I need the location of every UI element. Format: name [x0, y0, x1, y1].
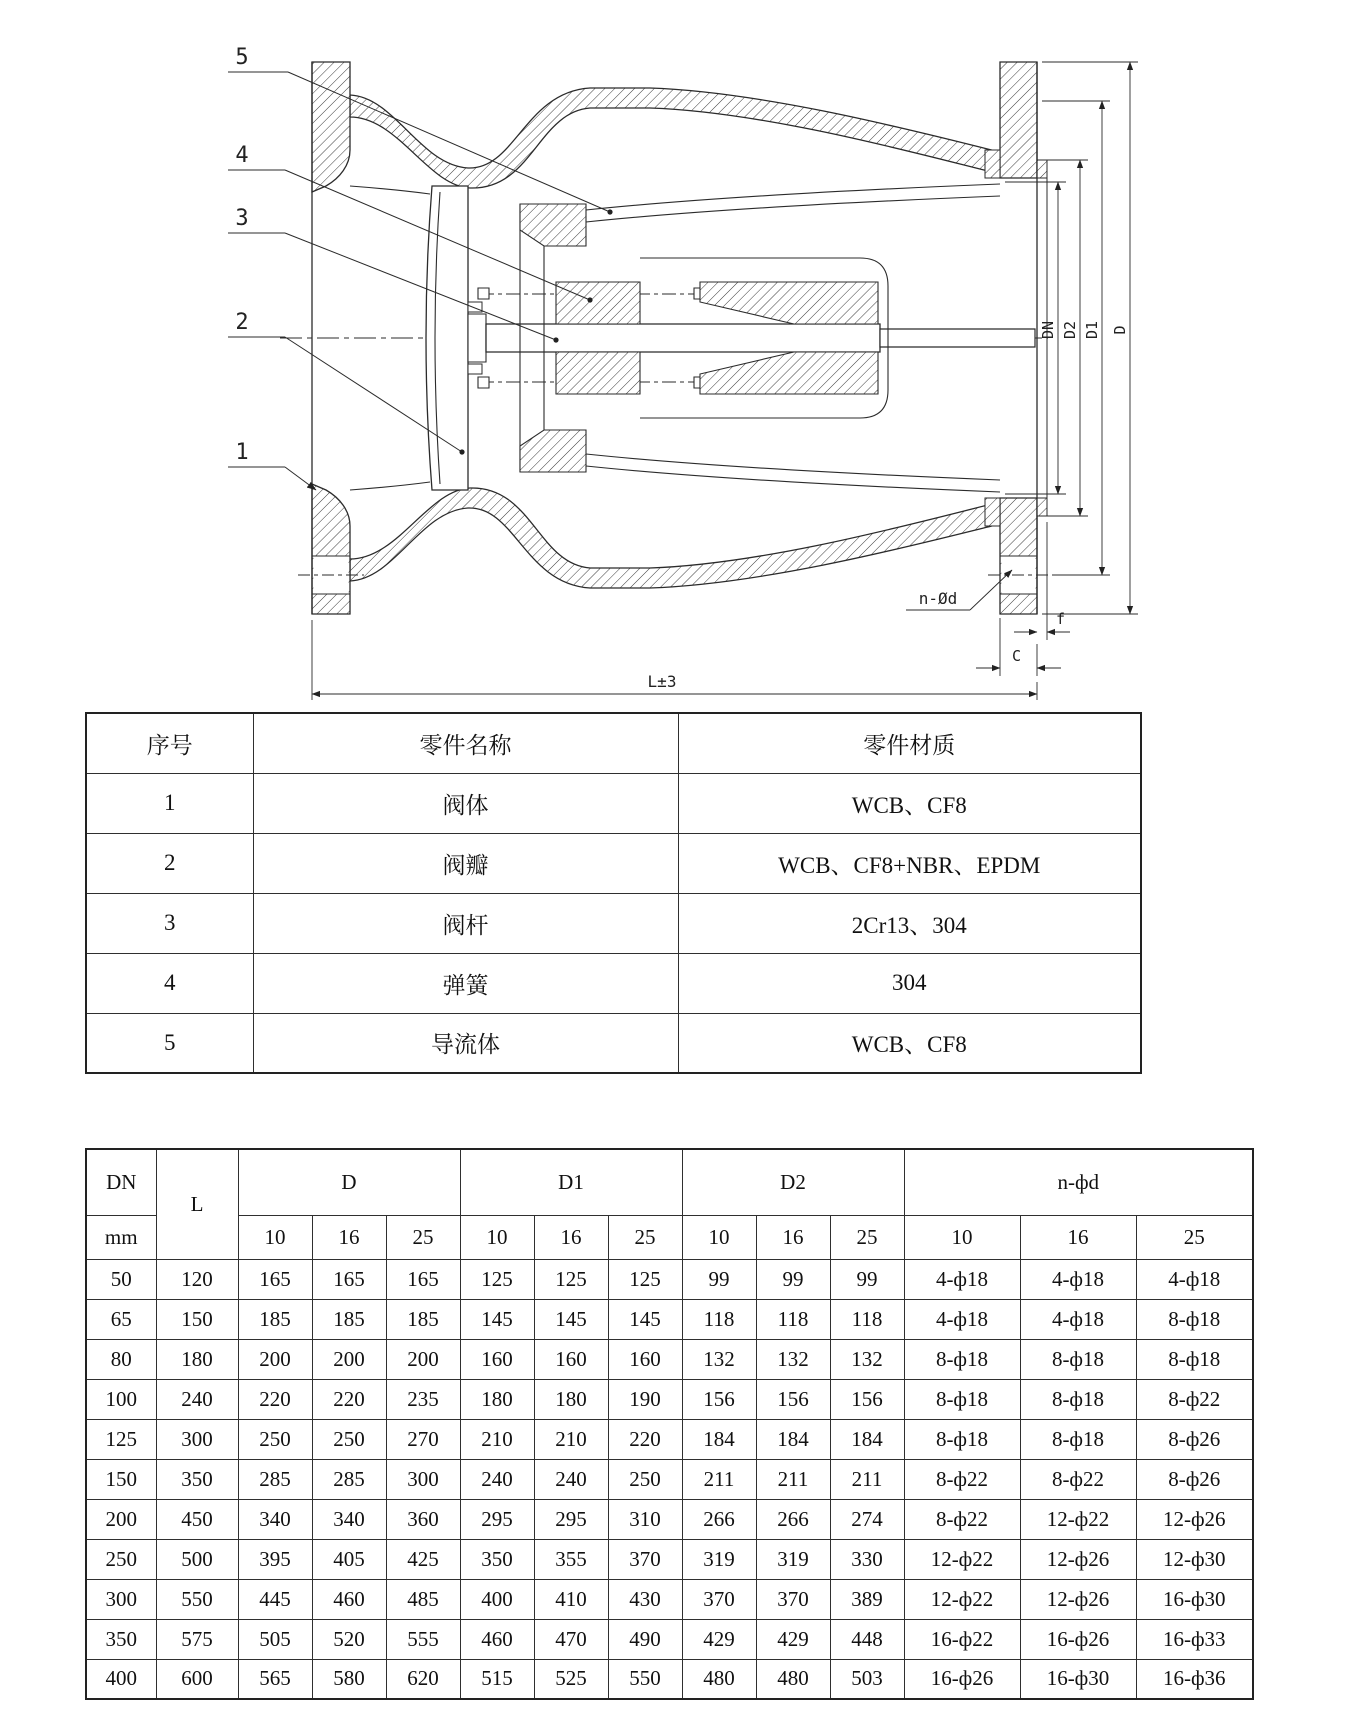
nd-cell: 16-ф30 — [1136, 1579, 1253, 1619]
d-cell: 425 — [386, 1539, 460, 1579]
d2-cell: 266 — [756, 1499, 830, 1539]
d1-cell: 240 — [460, 1459, 534, 1499]
d-cell: 165 — [238, 1259, 312, 1299]
d1-cell: 190 — [608, 1379, 682, 1419]
dim-row — [86, 1539, 1253, 1579]
nd-cell: 8-ф18 — [1020, 1339, 1136, 1379]
dim-header-d: D — [238, 1149, 460, 1215]
parts-row — [86, 833, 1141, 893]
d1-cell: 470 — [534, 1619, 608, 1659]
d2-cell: 370 — [756, 1579, 830, 1619]
parts-header-row — [86, 713, 1141, 773]
d1-cell: 125 — [460, 1259, 534, 1299]
part-name-cell: 阀瓣 — [253, 833, 678, 893]
nd-cell: 12-ф30 — [1136, 1539, 1253, 1579]
nd-cell: 8-ф22 — [904, 1459, 1020, 1499]
d1-cell: 160 — [534, 1339, 608, 1379]
nd-cell: 16-ф33 — [1136, 1619, 1253, 1659]
l-cell: 150 — [156, 1299, 238, 1339]
pn-header: 10 — [238, 1215, 312, 1259]
dimensions-table — [85, 1148, 1254, 1700]
d1-cell: 210 — [460, 1419, 534, 1459]
d2-cell: 118 — [682, 1299, 756, 1339]
l-cell: 550 — [156, 1579, 238, 1619]
d1-cell: 145 — [460, 1299, 534, 1339]
d-cell: 340 — [238, 1499, 312, 1539]
pn-header: 10 — [682, 1215, 756, 1259]
d2-cell: 156 — [682, 1379, 756, 1419]
l-cell: 120 — [156, 1259, 238, 1299]
dim-header-l: L — [156, 1149, 238, 1259]
pn-header: 16 — [1020, 1215, 1136, 1259]
dn-cell: 50 — [86, 1259, 156, 1299]
parts-row — [86, 893, 1141, 953]
dim-label-d1: D1 — [1083, 320, 1101, 340]
d2-cell: 118 — [830, 1299, 904, 1339]
nd-cell: 12-ф26 — [1020, 1539, 1136, 1579]
d-cell: 185 — [386, 1299, 460, 1339]
d2-cell: 330 — [830, 1539, 904, 1579]
d2-cell: 211 — [682, 1459, 756, 1499]
part-material-cell: 2Cr13、304 — [678, 893, 1141, 953]
valve-disc — [426, 186, 486, 490]
d2-cell: 319 — [682, 1539, 756, 1579]
nd-cell: 12-ф26 — [1020, 1579, 1136, 1619]
parts-row — [86, 1013, 1141, 1073]
l-cell: 240 — [156, 1379, 238, 1419]
d2-cell: 184 — [682, 1419, 756, 1459]
dim-row — [86, 1579, 1253, 1619]
dn-cell: 150 — [86, 1459, 156, 1499]
dim-header-row-1 — [86, 1149, 1253, 1215]
l-cell: 300 — [156, 1419, 238, 1459]
nd-cell: 4-ф18 — [1136, 1259, 1253, 1299]
parts-table — [85, 712, 1142, 1074]
d-cell: 200 — [312, 1339, 386, 1379]
dim-row — [86, 1419, 1253, 1459]
d-cell: 445 — [238, 1579, 312, 1619]
d2-cell: 503 — [830, 1659, 904, 1699]
d1-cell: 355 — [534, 1539, 608, 1579]
d1-cell: 210 — [534, 1419, 608, 1459]
d-cell: 485 — [386, 1579, 460, 1619]
d1-cell: 145 — [534, 1299, 608, 1339]
part-name-cell: 导流体 — [253, 1013, 678, 1073]
pn-header: 25 — [830, 1215, 904, 1259]
nd-cell: 8-ф18 — [1020, 1419, 1136, 1459]
callout-5: 5 — [235, 45, 249, 70]
nd-cell: 12-ф22 — [904, 1579, 1020, 1619]
d-cell: 285 — [312, 1459, 386, 1499]
d2-cell: 132 — [830, 1339, 904, 1379]
d1-cell: 310 — [608, 1499, 682, 1539]
pn-header: 16 — [756, 1215, 830, 1259]
part-no-cell: 5 — [86, 1013, 253, 1073]
d1-cell: 250 — [608, 1459, 682, 1499]
nd-cell: 8-ф26 — [1136, 1459, 1253, 1499]
nd-cell: 8-ф18 — [1136, 1299, 1253, 1339]
nd-cell: 8-ф18 — [904, 1419, 1020, 1459]
d2-cell: 448 — [830, 1619, 904, 1659]
d-cell: 165 — [312, 1259, 386, 1299]
part-no-cell: 1 — [86, 773, 253, 833]
parts-header-material: 零件材质 — [678, 713, 1141, 773]
d-cell: 580 — [312, 1659, 386, 1699]
nd-cell: 8-ф18 — [1020, 1379, 1136, 1419]
d2-cell: 319 — [756, 1539, 830, 1579]
d-cell: 300 — [386, 1459, 460, 1499]
d1-cell: 220 — [608, 1419, 682, 1459]
d1-cell: 400 — [460, 1579, 534, 1619]
d1-cell: 145 — [608, 1299, 682, 1339]
d2-cell: 266 — [682, 1499, 756, 1539]
dim-row — [86, 1459, 1253, 1499]
dim-row — [86, 1619, 1253, 1659]
dim-row — [86, 1659, 1253, 1699]
d-cell: 460 — [312, 1579, 386, 1619]
d2-cell: 99 — [682, 1259, 756, 1299]
d2-cell: 132 — [682, 1339, 756, 1379]
dn-cell: 65 — [86, 1299, 156, 1339]
pn-header: 25 — [1136, 1215, 1253, 1259]
nd-cell: 16-ф36 — [1136, 1659, 1253, 1699]
d2-cell: 156 — [756, 1379, 830, 1419]
valve-cross-section-drawing — [0, 0, 1350, 706]
d1-cell: 370 — [608, 1539, 682, 1579]
d2-cell: 389 — [830, 1579, 904, 1619]
d2-cell: 99 — [830, 1259, 904, 1299]
d1-cell: 295 — [534, 1499, 608, 1539]
nd-cell: 16-ф22 — [904, 1619, 1020, 1659]
nd-cell: 12-ф26 — [1136, 1499, 1253, 1539]
d-cell: 200 — [386, 1339, 460, 1379]
d-cell: 270 — [386, 1419, 460, 1459]
nd-cell: 16-ф26 — [1020, 1619, 1136, 1659]
dn-cell: 300 — [86, 1579, 156, 1619]
d-cell: 620 — [386, 1659, 460, 1699]
pn-header: 16 — [312, 1215, 386, 1259]
dim-header-d2: D2 — [682, 1149, 904, 1215]
dim-label-dn: DN — [1039, 320, 1057, 340]
dim-header-dn: DN — [86, 1149, 156, 1215]
dim-label-c: C — [1012, 647, 1022, 665]
d1-cell: 350 — [460, 1539, 534, 1579]
dim-row — [86, 1379, 1253, 1419]
d2-cell: 480 — [682, 1659, 756, 1699]
d-cell: 505 — [238, 1619, 312, 1659]
d2-cell: 370 — [682, 1579, 756, 1619]
d2-cell: 118 — [756, 1299, 830, 1339]
d-cell: 185 — [312, 1299, 386, 1339]
nd-cell: 16-ф30 — [1020, 1659, 1136, 1699]
d2-cell: 184 — [830, 1419, 904, 1459]
d1-cell: 490 — [608, 1619, 682, 1659]
d-cell: 185 — [238, 1299, 312, 1339]
nd-cell: 12-ф22 — [1020, 1499, 1136, 1539]
callout-2: 2 — [235, 310, 249, 335]
l-cell: 600 — [156, 1659, 238, 1699]
pn-header: 25 — [608, 1215, 682, 1259]
l-cell: 350 — [156, 1459, 238, 1499]
d1-cell: 515 — [460, 1659, 534, 1699]
parts-row — [86, 953, 1141, 1013]
d1-cell: 295 — [460, 1499, 534, 1539]
callout-4: 4 — [235, 143, 249, 168]
l-cell: 575 — [156, 1619, 238, 1659]
nd-cell: 16-ф26 — [904, 1659, 1020, 1699]
d-cell: 520 — [312, 1619, 386, 1659]
nd-cell: 8-ф18 — [904, 1339, 1020, 1379]
nd-cell: 12-ф22 — [904, 1539, 1020, 1579]
dn-cell: 100 — [86, 1379, 156, 1419]
part-name-cell: 阀杆 — [253, 893, 678, 953]
dim-label-d: D — [1111, 325, 1129, 335]
d2-cell: 156 — [830, 1379, 904, 1419]
d-cell: 340 — [312, 1499, 386, 1539]
dim-header-nd: n-фd — [904, 1149, 1253, 1215]
d-cell: 200 — [238, 1339, 312, 1379]
d-cell: 220 — [238, 1379, 312, 1419]
d2-cell: 211 — [830, 1459, 904, 1499]
d1-cell: 125 — [534, 1259, 608, 1299]
dim-row — [86, 1499, 1253, 1539]
parts-header-no: 序号 — [86, 713, 253, 773]
d1-cell: 160 — [460, 1339, 534, 1379]
d-cell: 555 — [386, 1619, 460, 1659]
d-cell: 565 — [238, 1659, 312, 1699]
nd-cell: 4-ф18 — [1020, 1259, 1136, 1299]
l-cell: 500 — [156, 1539, 238, 1579]
d1-cell: 125 — [608, 1259, 682, 1299]
d-cell: 250 — [238, 1419, 312, 1459]
nd-cell: 8-ф22 — [904, 1499, 1020, 1539]
d-cell: 165 — [386, 1259, 460, 1299]
dim-row — [86, 1259, 1253, 1299]
pn-header: 25 — [386, 1215, 460, 1259]
part-name-cell: 弹簧 — [253, 953, 678, 1013]
d-cell: 395 — [238, 1539, 312, 1579]
dn-cell: 350 — [86, 1619, 156, 1659]
valve-stem — [486, 324, 1035, 352]
bolt-hole-label: n-Ød — [918, 589, 958, 608]
nd-cell: 8-ф18 — [1136, 1339, 1253, 1379]
d1-cell: 240 — [534, 1459, 608, 1499]
d-cell: 360 — [386, 1499, 460, 1539]
part-material-cell: WCB、CF8+NBR、EPDM — [678, 833, 1141, 893]
nd-cell: 8-ф18 — [904, 1379, 1020, 1419]
nd-cell: 4-ф18 — [1020, 1299, 1136, 1339]
d1-cell: 460 — [460, 1619, 534, 1659]
d1-cell: 525 — [534, 1659, 608, 1699]
parts-header-name: 零件名称 — [253, 713, 678, 773]
d1-cell: 180 — [534, 1379, 608, 1419]
pn-header: 10 — [904, 1215, 1020, 1259]
d1-cell: 430 — [608, 1579, 682, 1619]
d1-cell: 160 — [608, 1339, 682, 1379]
d-cell: 285 — [238, 1459, 312, 1499]
d2-cell: 429 — [756, 1619, 830, 1659]
dn-cell: 400 — [86, 1659, 156, 1699]
part-name-cell: 阀体 — [253, 773, 678, 833]
l-cell: 450 — [156, 1499, 238, 1539]
dim-header-d1: D1 — [460, 1149, 682, 1215]
dn-cell: 80 — [86, 1339, 156, 1379]
dn-cell: 250 — [86, 1539, 156, 1579]
d-cell: 235 — [386, 1379, 460, 1419]
nd-cell: 8-ф22 — [1136, 1379, 1253, 1419]
body-wall-bottom — [350, 488, 1000, 588]
pn-header: 16 — [534, 1215, 608, 1259]
dim-header-unit: mm — [86, 1215, 156, 1259]
d2-cell: 429 — [682, 1619, 756, 1659]
part-no-cell: 2 — [86, 833, 253, 893]
nd-cell: 4-ф18 — [904, 1299, 1020, 1339]
part-material-cell: WCB、CF8 — [678, 773, 1141, 833]
d2-cell: 211 — [756, 1459, 830, 1499]
body-wall-top — [350, 88, 1000, 188]
d2-cell: 99 — [756, 1259, 830, 1299]
nd-cell: 8-ф22 — [1020, 1459, 1136, 1499]
part-no-cell: 3 — [86, 893, 253, 953]
d2-cell: 480 — [756, 1659, 830, 1699]
dim-label-length: L±3 — [647, 672, 677, 691]
pn-header: 10 — [460, 1215, 534, 1259]
dim-label-f: f — [1056, 610, 1066, 628]
d2-cell: 184 — [756, 1419, 830, 1459]
nd-cell: 4-ф18 — [904, 1259, 1020, 1299]
part-material-cell: WCB、CF8 — [678, 1013, 1141, 1073]
dim-row — [86, 1299, 1253, 1339]
dim-label-d2: D2 — [1061, 320, 1079, 340]
d-cell: 250 — [312, 1419, 386, 1459]
part-no-cell: 4 — [86, 953, 253, 1013]
d2-cell: 274 — [830, 1499, 904, 1539]
parts-row — [86, 773, 1141, 833]
d-cell: 220 — [312, 1379, 386, 1419]
dn-cell: 125 — [86, 1419, 156, 1459]
l-cell: 180 — [156, 1339, 238, 1379]
d1-cell: 180 — [460, 1379, 534, 1419]
d1-cell: 410 — [534, 1579, 608, 1619]
dim-row — [86, 1339, 1253, 1379]
dim-header-row-2 — [86, 1215, 1253, 1259]
nd-cell: 8-ф26 — [1136, 1419, 1253, 1459]
part-material-cell: 304 — [678, 953, 1141, 1013]
callout-1: 1 — [235, 440, 249, 465]
callout-3: 3 — [235, 206, 249, 231]
dn-cell: 200 — [86, 1499, 156, 1539]
d2-cell: 132 — [756, 1339, 830, 1379]
d1-cell: 550 — [608, 1659, 682, 1699]
d-cell: 405 — [312, 1539, 386, 1579]
